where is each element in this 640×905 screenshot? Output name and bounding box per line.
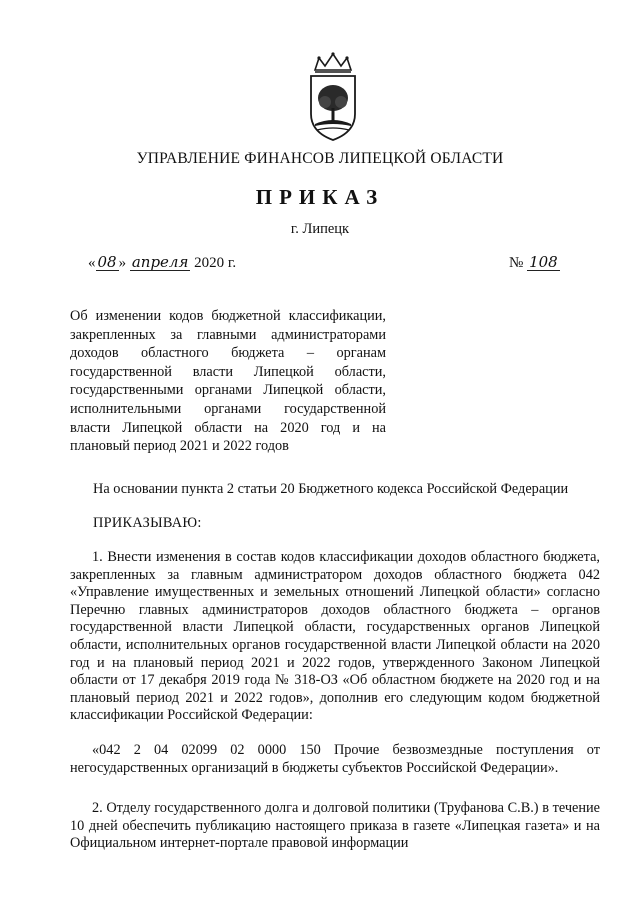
order-number (509, 254, 560, 272)
order-subject: Об изменении кодов бюджетной классификации, закрепленных за главными администраторами доходов областного бюджета – органам государственной власти Липецкой области, государственными органами Липецкой области, исполнительными органами государственной власти Липецкой области на 2020 год и на плановый период 2021 и 2022 годов (70, 308, 386, 455)
order-date (88, 254, 236, 272)
order-directive: ПРИКАЗЫВАЮ: (93, 515, 202, 531)
legal-basis: На основании пункта 2 статьи 20 Бюджетного кодекса Российской Федерации (93, 481, 569, 497)
number-label: № (509, 255, 524, 271)
paragraph-item-2: 2. Отделу государственного долга и долговой политики (Труфанова С.В.) в течение 10 дней обеспечить публикацию настоящего приказа в газете «Липецкая газета» и на Официальном интернет-портале правовой информации (70, 800, 600, 852)
date-year: 2020 г. (194, 255, 237, 271)
document-type-title: ПРИКАЗ (255, 185, 385, 209)
date-open-quote: « (88, 255, 96, 271)
date-day: 08 (97, 253, 117, 271)
city-name: г. Липецк (290, 221, 350, 237)
coat-of-arms-icon (301, 52, 365, 144)
number-value: 108 (529, 253, 558, 271)
organization-name: УПРАВЛЕНИЕ ФИНАНСОВ ЛИПЕЦКОЙ ОБЛАСТИ (136, 150, 504, 167)
date-close-quote: » (118, 255, 127, 271)
paragraph-item-1-code: «042 2 04 02099 02 0000 150 Прочие безвозмездные поступления от негосударственных организаций в бюджеты субъектов Российской Федерации». (70, 742, 600, 776)
date-month: апреля (131, 253, 189, 271)
paragraph-item-1: 1. Внести изменения в состав кодов классификации доходов областного бюджета, закрепленных за главным администратором доходов областного бюджета 042 «Управление имущественных и земельных отношений Липецкой области» согласно Перечню главных администраторов доходов областного бюджета – органов государственной власти Липецкой области, государственных органов Липецкой области, исполнительных органов государственной власти Липецкой области на 2020 год и на плановый период 2021 и 2022 годов, утвержденного Законом Липецкой области от 17 декабря 2019 года № 318-ОЗ «Об областном бюджете на 2020 год и на плановый период 2021 и 2022 годов», дополнив его следующим кодом бюджетной классификации Российской Федерации: (70, 549, 600, 724)
